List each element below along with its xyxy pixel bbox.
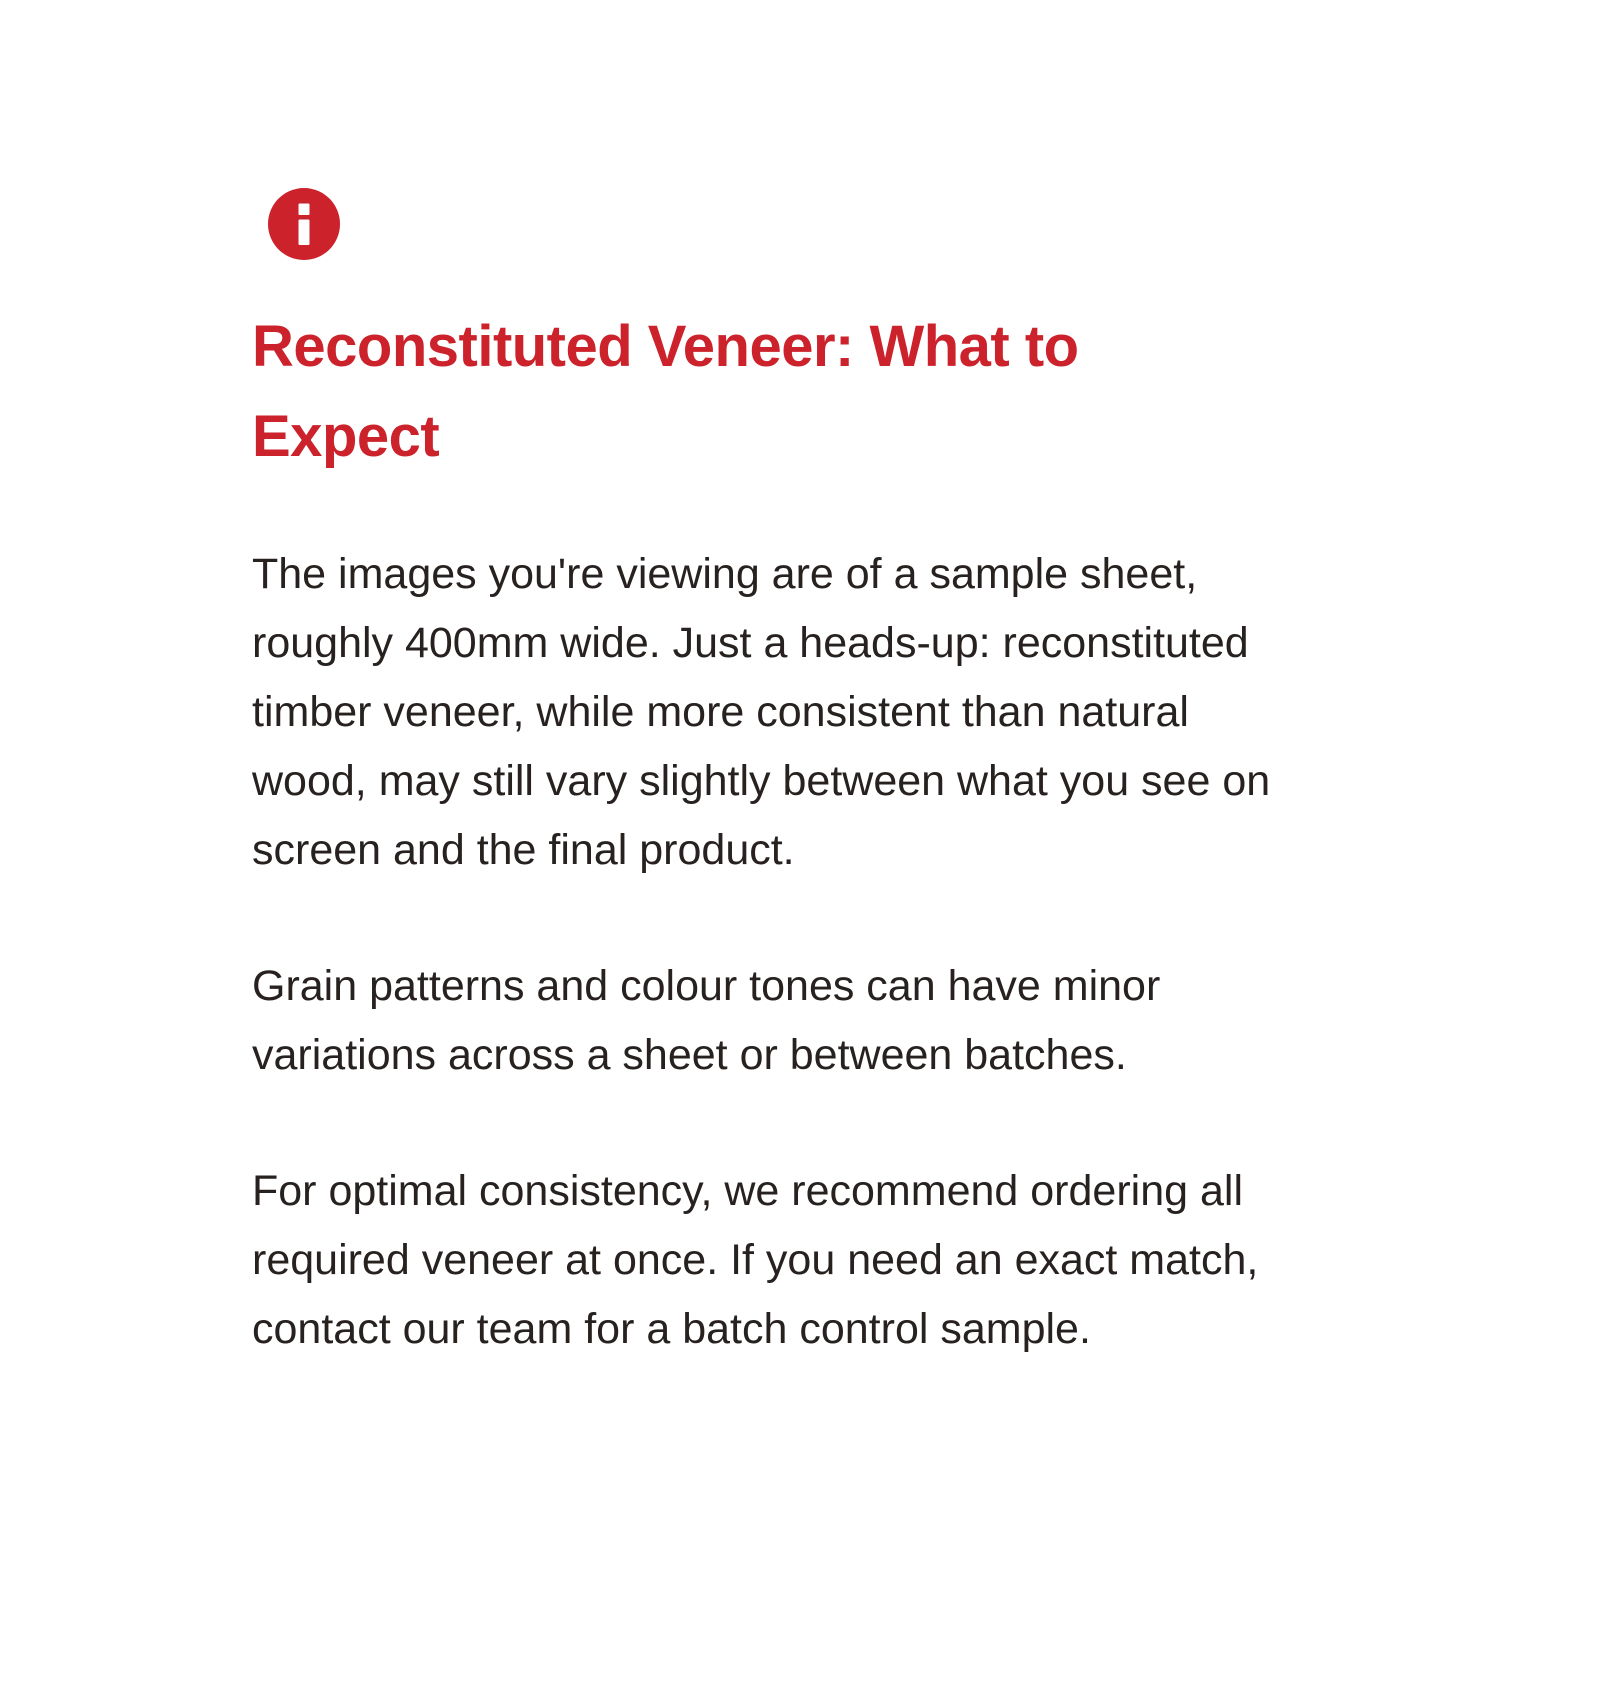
info-icon	[268, 188, 340, 260]
paragraph-line: Grain patterns and colour tones can have minor	[252, 962, 1161, 1010]
info-icon-stem	[299, 220, 310, 246]
paragraph-line: timber veneer, while more consistent than natural	[252, 688, 1189, 736]
paragraph-line: variations across a sheet or between batches.	[252, 1031, 1127, 1079]
page-title-line: Expect	[252, 404, 440, 469]
paragraph-line: The images you're viewing are of a sample sheet,	[252, 550, 1198, 598]
paragraph	[252, 540, 1271, 885]
page-title	[252, 302, 1260, 482]
paragraph-line: contact our team for a batch control sample.	[252, 1305, 1091, 1353]
page-title-line: Reconstituted Veneer: What to	[252, 314, 1079, 379]
paragraph-line: roughly 400mm wide. Just a heads-up: reconstituted	[252, 619, 1249, 667]
paragraph	[252, 952, 1260, 1090]
paragraph	[252, 1157, 1260, 1364]
paragraph-line: screen and the final product.	[252, 826, 795, 874]
paragraph-line: wood, may still vary slightly between what you see on	[252, 757, 1271, 805]
paragraph-line: For optimal consistency, we recommend ordering all	[252, 1167, 1243, 1215]
info-icon-dot	[299, 204, 310, 216]
body-copy	[252, 540, 1271, 1364]
paragraph-line: required veneer at once. If you need an exact match,	[252, 1236, 1259, 1284]
